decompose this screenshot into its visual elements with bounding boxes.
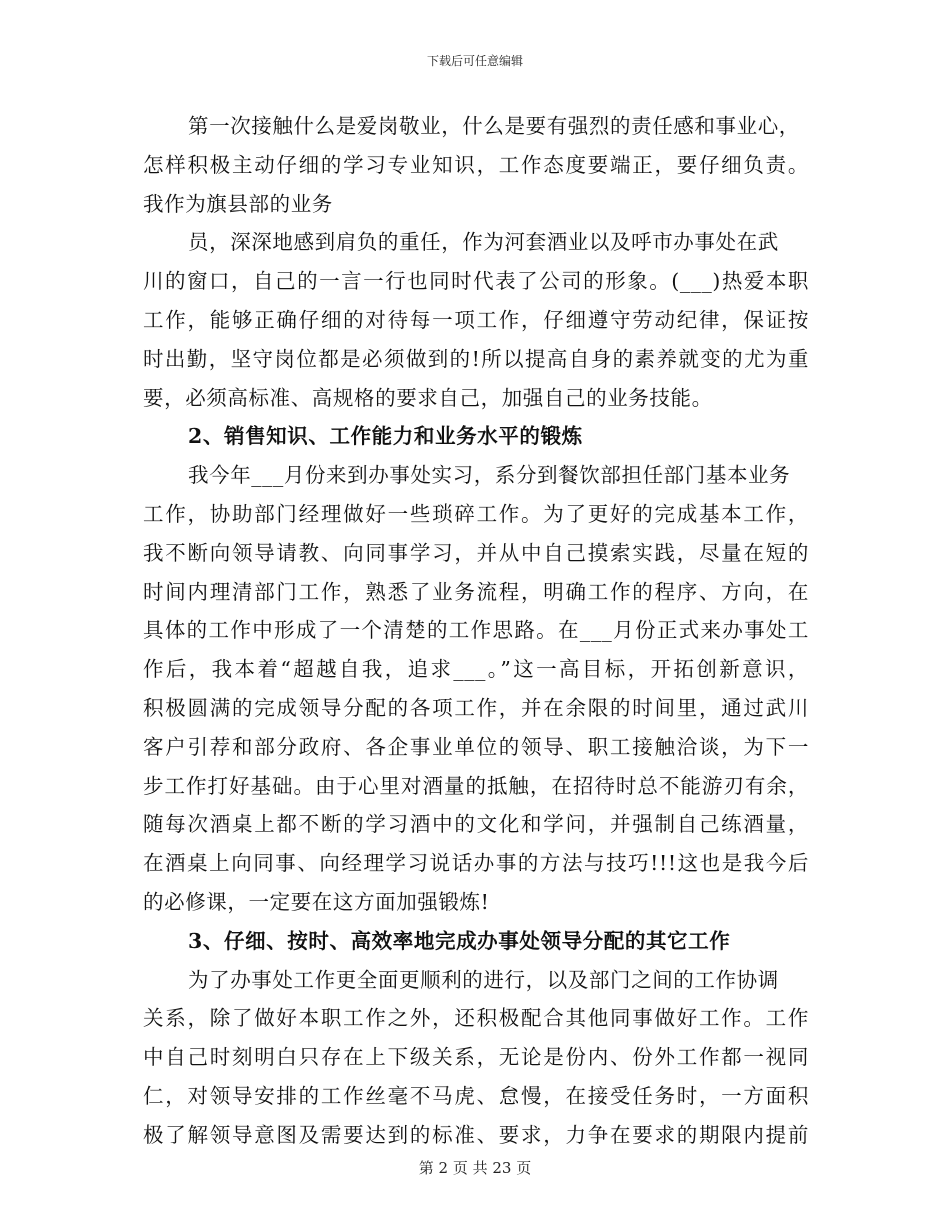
paragraph-line: 工作，能够正确仔细的对待每一项工作，仔细遵守劳动纪律，保证按 xyxy=(143,307,809,332)
page-header-note: 下载后可任意编辑 xyxy=(426,54,523,68)
paragraph-line: 我不断向领导请教、向同事学习，并从中自己摸索实践，尽量在短的 xyxy=(143,540,809,565)
document-body xyxy=(143,107,809,1155)
paragraph-line: 时间内理清部门工作，熟悉了业务流程，明确工作的程序、方向，在 xyxy=(143,579,809,604)
paragraph-line: 积极圆满的完成领导分配的各项工作，并在余限的时间里，通过武川 xyxy=(143,695,809,720)
section-heading: 3、仔细、按时、高效率地完成办事处领导分配的其它工作 xyxy=(188,928,731,953)
paragraph-line: 作后，我本着“超越自我，追求___。”这一高目标，开拓创新意识， xyxy=(143,657,809,682)
section-heading: 2、销售知识、工作能力和业务水平的锻炼 xyxy=(188,424,583,449)
paragraph-line: 的必修课，一定要在这方面加强锻炼! xyxy=(143,889,490,914)
page-number-footer: 第 2 页 共 23 页 xyxy=(418,1159,532,1177)
paragraph-line: 中自己时刻明白只存在上下级关系，无论是份内、份外工作都一视同 xyxy=(143,1045,809,1070)
paragraph-line: 极了解领导意图及需要达到的标准、要求，力争在要求的期限内提前 xyxy=(143,1122,809,1147)
paragraph-line: 在酒桌上向同事、向经理学习说话办事的方法与技巧!!!这也是我今后 xyxy=(143,851,809,876)
paragraph-line: 我作为旗县部的业务 xyxy=(143,191,333,216)
paragraph-line: 怎样积极主动仔细的学习专业知识，工作态度要端正，要仔细负责。 xyxy=(143,152,809,177)
paragraph-line: 客户引荐和部分政府、各企事业单位的领导、职工接触洽谈，为下一 xyxy=(143,734,809,759)
paragraph-line: 我今年___月份来到办事处实习，系分到餐饮部担任部门基本业务 xyxy=(188,463,791,488)
paragraph-line: 仁，对领导安排的工作丝毫不马虎、怠慢，在接受任务时，一方面积 xyxy=(143,1083,809,1108)
paragraph-line: 关系，除了做好本职工作之外，还积极配合其他同事做好工作。工作 xyxy=(143,1006,809,1031)
paragraph-line: 要，必须高标准、高规格的要求自己，加强自己的业务技能。 xyxy=(143,385,713,410)
paragraph-line: 工作，协助部门经理做好一些琐碎工作。为了更好的完成基本工作， xyxy=(143,501,809,526)
paragraph-line: 具体的工作中形成了一个清楚的工作思路。在___月份正式来办事处工 xyxy=(143,618,809,643)
paragraph-line: 随每次酒桌上都不断的学习酒中的文化和学问，并强制自己练酒量， xyxy=(143,812,809,837)
paragraph-line: 为了办事处工作更全面更顺利的进行，以及部门之间的工作协调 xyxy=(188,967,779,992)
paragraph-line: 员，深深地感到肩负的重任，作为河套酒业以及呼市办事处在武 xyxy=(188,230,779,255)
paragraph-line: 时出勤，坚守岗位都是必须做到的!所以提高自身的素养就变的尤为重 xyxy=(143,346,809,371)
paragraph-line: 第一次接触什么是爱岗敬业，什么是要有强烈的责任感和事业心， xyxy=(188,114,800,138)
paragraph-line: 步工作打好基础。由于心里对酒量的抵触，在招待时总不能游刃有余， xyxy=(143,773,809,798)
paragraph-line: 川的窗口，自己的一言一行也同时代表了公司的形象。(___)热爱本职 xyxy=(143,269,809,294)
